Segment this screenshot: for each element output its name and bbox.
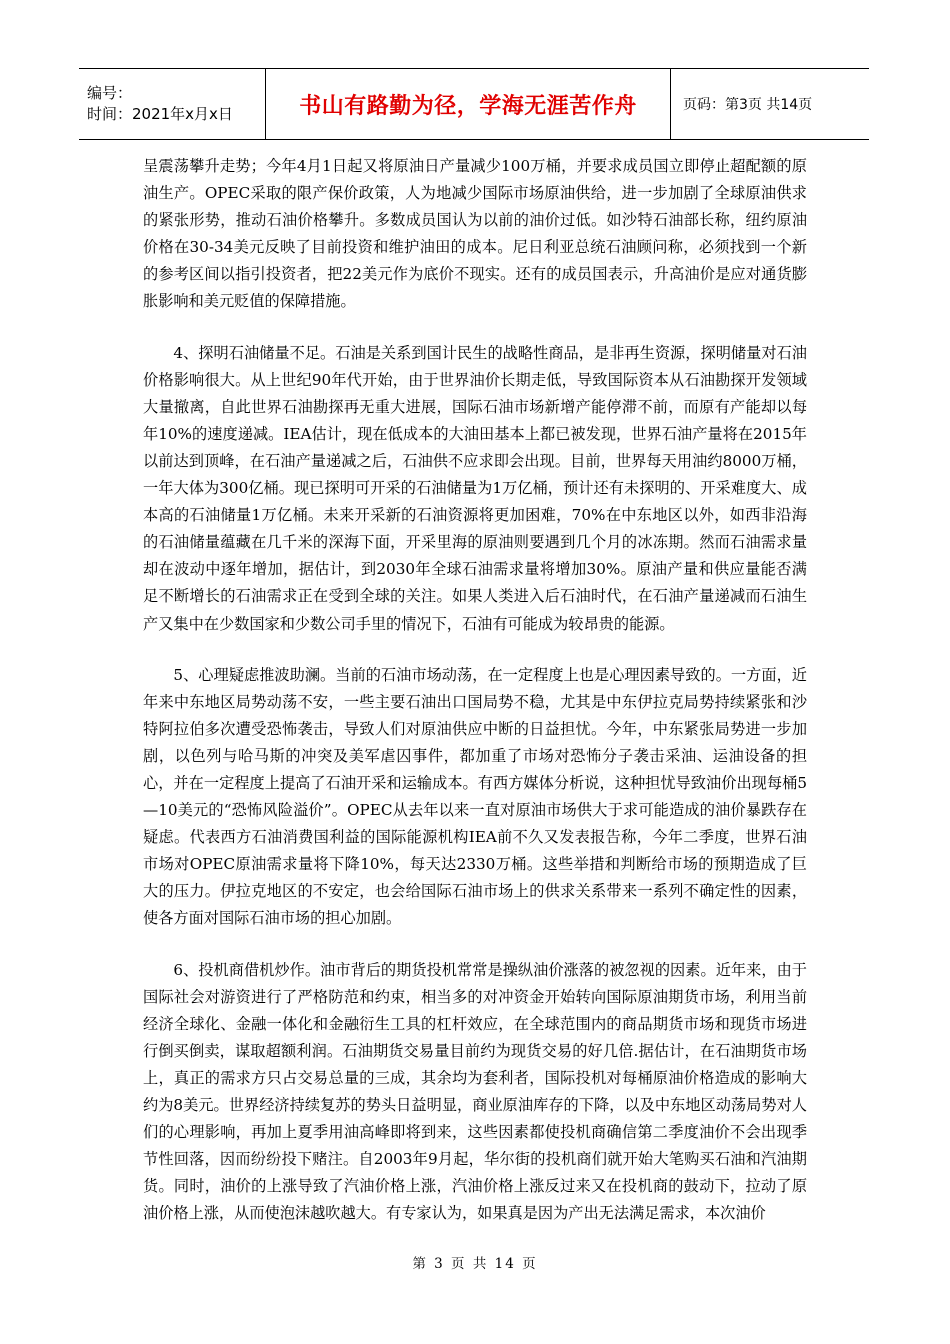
document-number: 编号：	[87, 84, 133, 102]
paragraph-reserves: 4、探明石油储量不足。石油是关系到国计民生的战略性商品，是非再生资源，探明储量对石油价格影响很大。从上世纪90年代开始，由于世界油价长期走低，导致国际资本从石油勘探开发领域大量撤离，自此世界石油勘探再无重大进展，国际石油市场新增产能停滞不前，而原有产能却以每年10%的速度递减。IEA估计，现在低成本的大油田基本上都已被发现，世界石油产量将在2015年以前达到顶峰，在石油产量递减之后，石油供不应求即会出现。目前，世界每天用油约8000万桶，一年大体为300亿桶。现已探明可开采的石油储量为1万亿桶，预计还有未探明的、开采难度大、成本高的石油储量1万亿桶。未来开采新的石油资源将更加困难，70%在中东地区以外，如西非沿海的石油储量蕴藏在几千米的深海下面，开采里海的原油则要遇到几个月的冰冻期。然而石油需求量却在波动中逐年增加，据估计，到2030年全球石油需求量将增加30%。原油产量和供应量能否满足不断增长的石油需求正在受到全球的关注。如果人类进入后石油时代，在石油产量递减而石油生产又集中在少数国家和少数公司手里的情况下，石油有可能成为较昂贵的能源。	[143, 343, 807, 633]
paragraph-continuation: 呈震荡攀升走势；今年4月1日起又将原油日产量减少100万桶，并要求成员国立即停止超配额的原油生产。OPEC采取的限产保价政策，人为地减少国际市场原油供给，进一步加剧了全球原油供求的紧张形势，推动石油价格攀升。多数成员国认为以前的油价过低。如沙特石油部长称，纽约原油价格在30-34美元反映了目前投资和维护油田的成本。尼日利亚总统石油顾问称，必须找到一个新的参考区间以指引投资者，把22美元作为底价不现实。还有的成员国表示，升高油价是应对通货膨胀影响和美元贬值的保障措施。	[143, 157, 807, 311]
header-motto: 书山有路勤为径，学海无涯苦作舟	[266, 69, 671, 139]
document-body	[143, 153, 807, 1251]
paragraph-speculation: 6、投机商借机炒作。油市背后的期货投机常常是操纵油价涨落的被忽视的因素。近年来，由于国际社会对游资进行了严格防范和约束，相当多的对冲资金开始转向国际原油期货市场，利用当前经济全球化、金融一体化和金融衍生工具的杠杆效应，在全球范围内的商品期货市场和现货市场进行倒买倒卖，谋取超额利润。石油期货交易量目前约为现货交易的好几倍.据估计，在石油期货市场上，真正的需求方只占交易总量的三成，其余均为套利者，国际投机对每桶原油价格造成的影响大约为8美元。世界经济持续复苏的势头日益明显，商业原油库存的下降，以及中东地区动荡局势对人们的心理影响，再加上夏季用油高峰即将到来，这些因素都使投机商确信第二季度油价不会出现季节性回落，因而纷纷投下赌注。自2003年9月起，华尔街的投机商们就开始大笔购买石油和汽油期货。同时，油价的上涨导致了汽油价格上涨，汽油价格上涨反过来又在投机商的鼓动下，拉动了原油价格上涨，从而使泡沫越吹越大。有专家认为，如果真是因为产出无法满足需求，本次油价	[143, 960, 807, 1223]
document-date: 时间：2021年x月x日	[87, 105, 233, 123]
paragraph-psychology: 5、心理疑虑推波助澜。当前的石油市场动荡，在一定程度上也是心理因素导致的。一方面，近年来中东地区局势动荡不安，一些主要石油出口国局势不稳，尤其是中东伊拉克局势持续紧张和沙特阿拉伯多次遭受恐怖袭击，导致人们对原油供应中断的日益担忧。今年，中东紧张局势进一步加剧，以色列与哈马斯的冲突及美军虐囚事件，都加重了市场对恐怖分子袭击采油、运油设备的担心，并在一定程度上提高了石油开采和运输成本。有西方媒体分析说，这种担忧导致油价出现每桶5—10美元的“恐怖风险溢价”。OPEC从去年以来一直对原油市场供大于求可能造成的油价暴跌存在疑虑。代表西方石油消费国利益的国际能源机构IEA前不久又发表报告称，今年二季度，世界石油市场对OPEC原油需求量将下降10%，每天达2330万桶。这些举措和判断给市场的预期造成了巨大的压力。伊拉克地区的不安定，也会给国际石油市场上的供求关系带来一系列不确定性的因素，使各方面对国际石油市场的担心加剧。	[143, 665, 807, 928]
page-footer: 第 3 页 共 14 页	[412, 1256, 538, 1272]
page-header	[79, 68, 869, 140]
header-page-info: 页码：第3页 共14页	[683, 97, 813, 113]
header-meta	[79, 69, 266, 139]
